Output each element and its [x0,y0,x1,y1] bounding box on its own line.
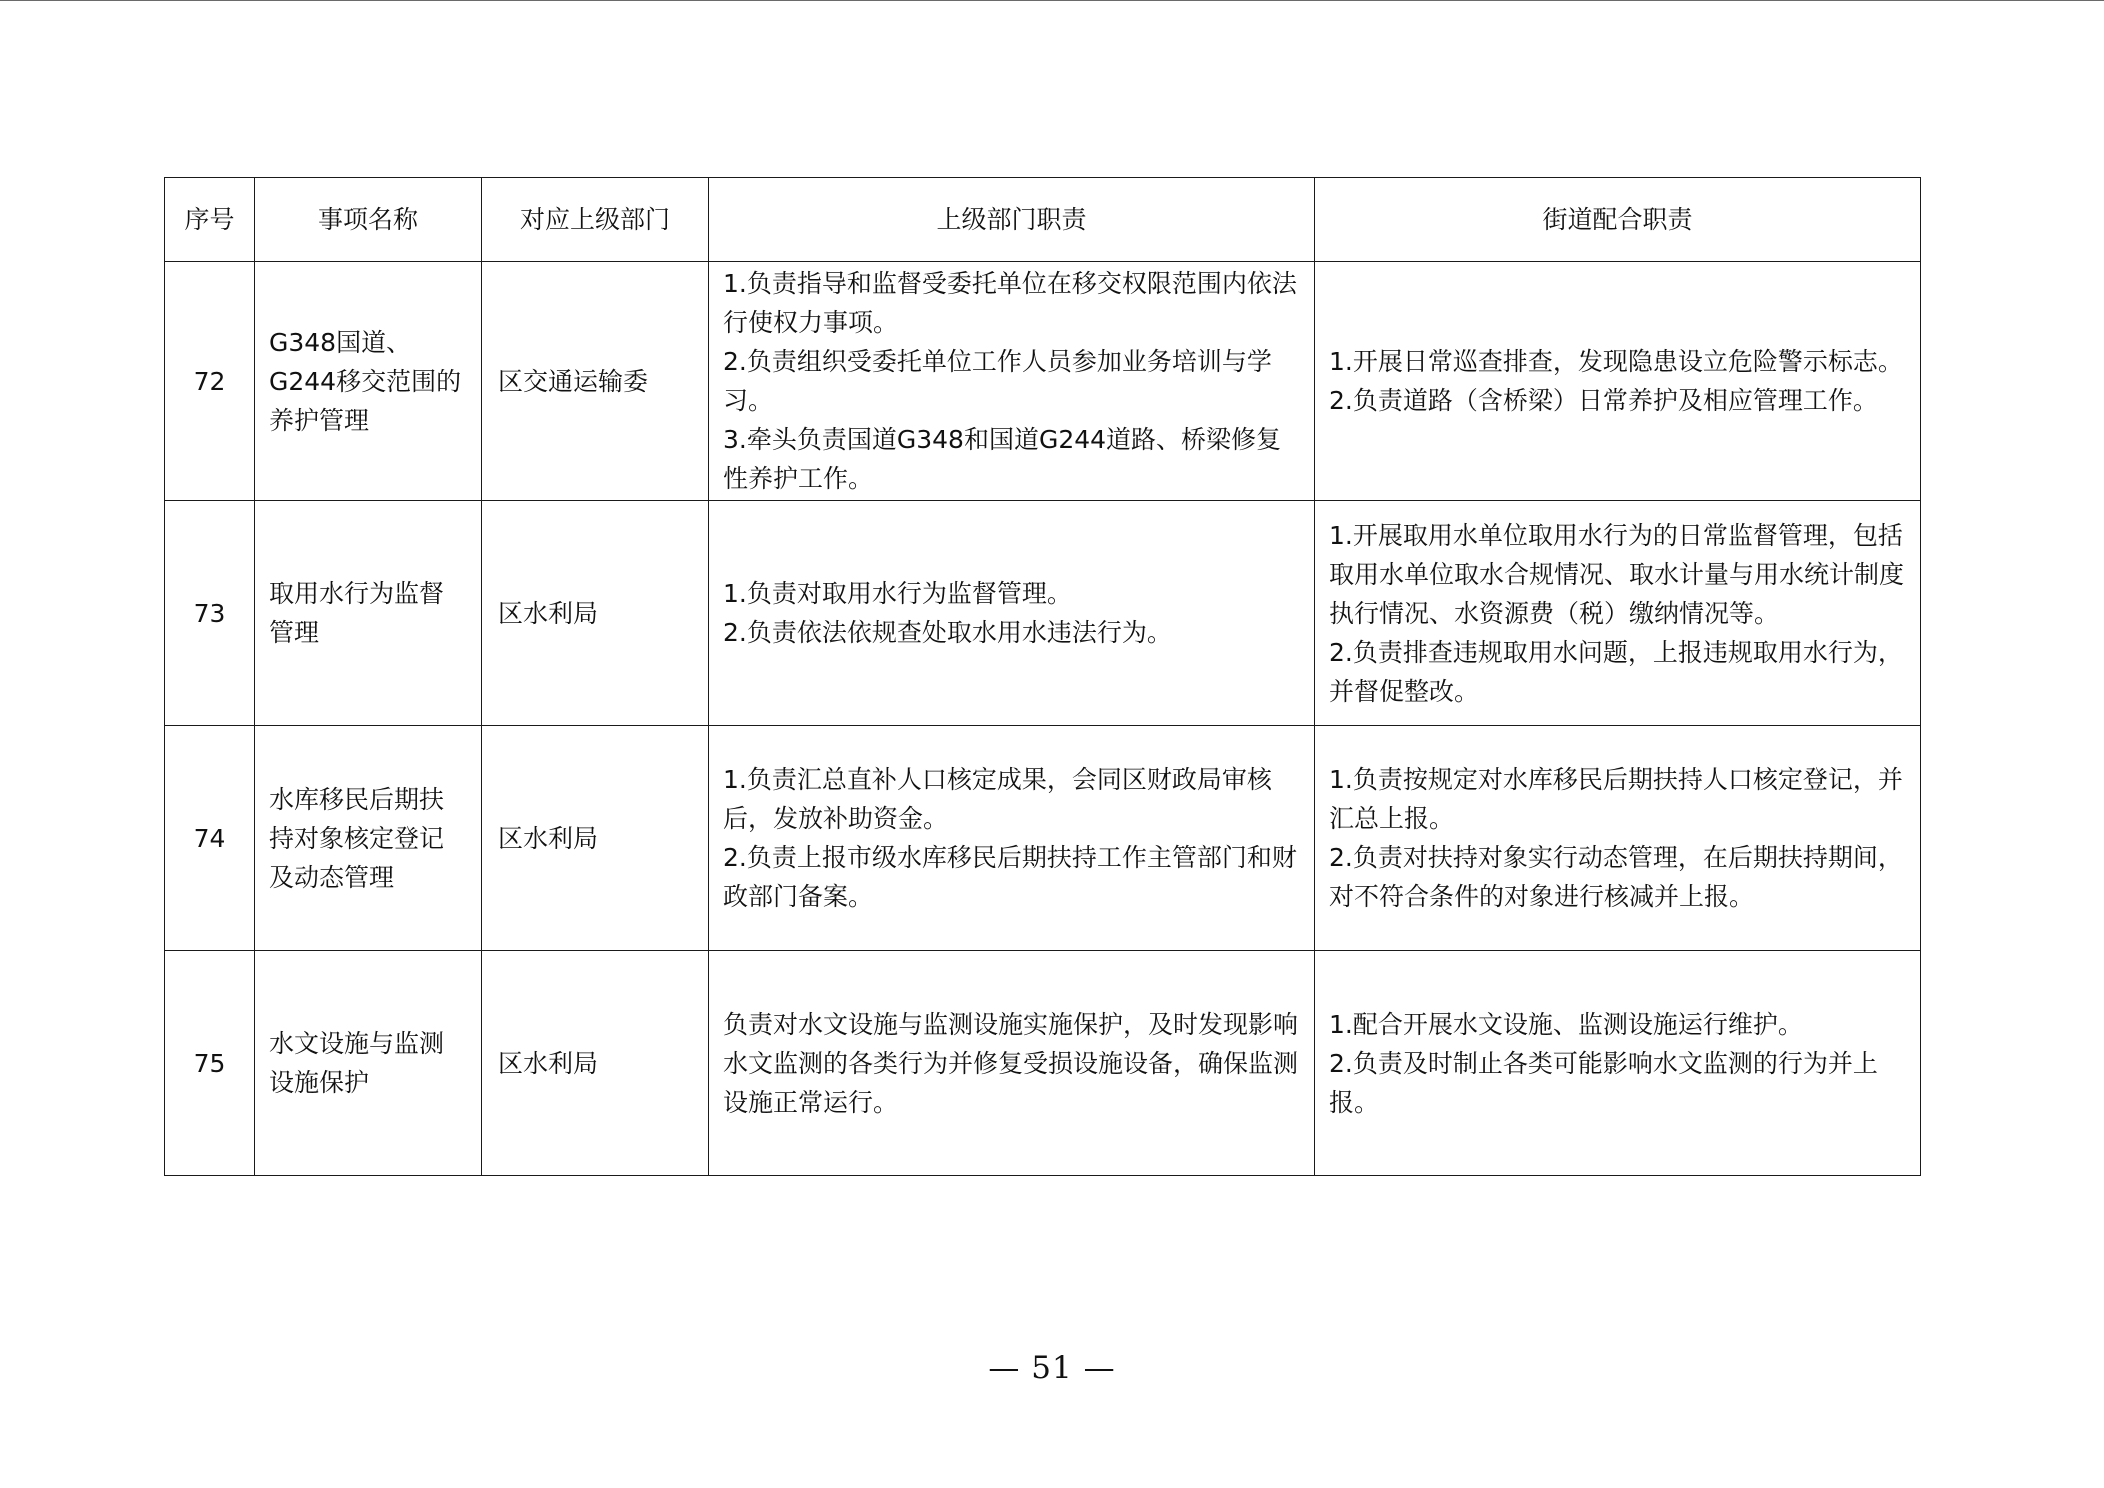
item-name: G348国道、G244移交范围的养护管理 [255,262,482,501]
street-duty-line: 1.负责按规定对水库移民后期扶持人口核定登记，并汇总上报。 [1329,765,1903,833]
table-row [165,501,1921,726]
header-no: 序号 [165,178,255,262]
header-upper-dept: 对应上级部门 [482,178,709,262]
upper-duty-line: 1.负责对取用水行为监督管理。 [723,579,1072,608]
street-duty-line: 2.负责及时制止各类可能影响水文监测的行为并上报。 [1329,1048,1878,1117]
street-duty-line: 1.开展日常巡查排查，发现隐患设立危险警示标志。 [1329,347,1903,376]
upper-duty-cell [709,951,1315,1176]
street-duty-cell [1315,726,1921,951]
upper-duty-cell [709,726,1315,951]
header-upper-duty: 上级部门职责 [709,178,1315,262]
row-number: 74 [165,726,255,951]
upper-department: 区水利局 [482,726,709,951]
upper-duty-line: 2.负责依法依规查处取水用水违法行为。 [723,618,1172,647]
street-duty-cell [1315,951,1921,1176]
table-row [165,262,1921,501]
upper-duty-line: 3.牵头负责国道G348和国道G244道路、桥梁修复性养护工作。 [723,425,1282,493]
upper-department: 区交通运输委 [482,262,709,501]
header-street-duty: 街道配合职责 [1315,178,1921,262]
upper-duty-line: 1.负责指导和监督受委托单位在移交权限范围内依法行使权力事项。 [723,269,1297,337]
table-row [165,951,1921,1176]
row-number: 72 [165,262,255,501]
street-duty-line: 1.开展取用水单位取用水行为的日常监督管理，包括取用水单位取水合规情况、取水计量与用水统计制度执行情况、水资源费（税）缴纳情况等。 [1329,520,1905,628]
street-duty-cell [1315,262,1921,501]
item-name: 取用水行为监督管理 [255,501,482,726]
header-item-name: 事项名称 [255,178,482,262]
upper-duty-line: 2.负责上报市级水库移民后期扶持工作主管部门和财政部门备案。 [723,843,1297,911]
upper-department: 区水利局 [482,501,709,726]
street-duty-line: 1.配合开展水文设施、监测设施运行维护。 [1329,1009,1803,1039]
top-border-line [0,0,2104,1]
street-duty-cell [1315,501,1921,726]
street-duty-line: 2.负责道路（含桥梁）日常养护及相应管理工作。 [1329,386,1878,415]
upper-duty-cell [709,262,1315,501]
item-name: 水库移民后期扶持对象核定登记及动态管理 [255,726,482,951]
duty-table [164,177,1921,1176]
upper-duty-line: 1.负责汇总直补人口核定成果，会同区财政局审核后，发放补助资金。 [723,765,1272,833]
row-number: 75 [165,951,255,1176]
street-duty-line: 2.负责排查违规取用水问题，上报违规取用水行为，并督促整改。 [1329,637,1903,706]
upper-department: 区水利局 [482,951,709,1176]
page-number: — 51 — [988,1350,1116,1386]
upper-duty-line: 负责对水文设施与监测设施实施保护，及时发现影响水文监测的各类行为并修复受损设施设备，确保监测设施正常运行。 [723,1009,1299,1117]
table-header-row [165,178,1921,262]
item-name: 水文设施与监测设施保护 [255,951,482,1176]
row-number: 73 [165,501,255,726]
table-row [165,726,1921,951]
upper-duty-line: 2.负责组织受委托单位工作人员参加业务培训与学习。 [723,347,1272,415]
street-duty-line: 2.负责对扶持对象实行动态管理，在后期扶持期间，对不符合条件的对象进行核减并上报。 [1329,843,1903,911]
upper-duty-cell [709,501,1315,726]
